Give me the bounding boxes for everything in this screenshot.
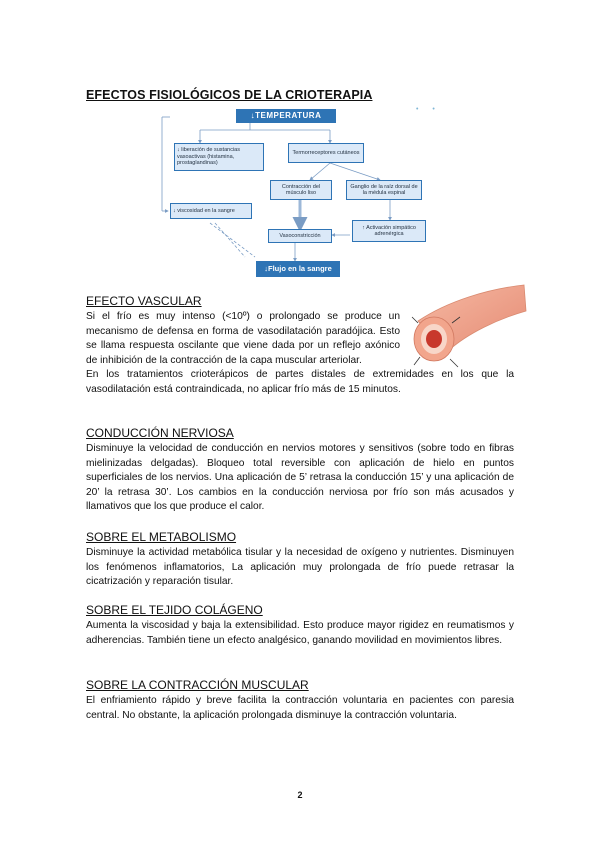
section-heading: EFECTO VASCULAR <box>86 294 202 308</box>
box-termorreceptores: Termorreceptores cutáneos <box>288 143 364 163</box>
section-body: Disminuye la actividad metabólica tisular y la necesidad de oxígeno y nutrientes. Disminuyen los fenómenos inflamatorios, La aplicación muy prolongada de frío puede retrasar la cicatrización y reparación tisular. <box>86 547 514 588</box>
section-heading: SOBRE LA CONTRACCIÓN MUSCULAR <box>86 678 309 692</box>
section-contraccion <box>86 678 514 723</box>
box-flujo: ↓Flujo en la sangre <box>256 261 340 277</box>
decorative-dots: • • <box>416 106 441 113</box>
section-colageno <box>86 603 514 648</box>
blood-vessel-illustration <box>408 281 528 381</box>
page-number: 2 <box>297 790 303 800</box>
section-metabolismo <box>86 530 514 590</box>
section-body: Si el frío es muy intenso (<10º) o prolongado se produce un mecanismo de defensa en forma de vasodilatación paradójica. Esto se llama respuesta oscilante que viene dada por un reflejo axónico de inhibición de la contracción de la capa muscular arteriolar. <box>86 311 400 366</box>
box-activacion: ↑ Activación simpático adrenérgica <box>352 220 426 242</box>
box-liberacion: ↓ liberación de sustancias vasoactivas (histamina, prostaglandinas) <box>174 143 264 171</box>
page-title: EFECTOS FISIOLÓGICOS DE LA CRIOTERAPIA <box>86 88 373 102</box>
box-ganglio: Ganglio de la raíz dorsal de la médula espinal <box>346 180 422 200</box>
box-viscosidad: ↓ viscosidad en la sangre <box>170 203 252 219</box>
section-body-continued: En los tratamientos crioterápicos de partes distales de extremidades en los que la vasodilatación está contraindicada, no aplicar frío más de 15 minutos. <box>86 369 514 395</box>
section-body: Disminuye la velocidad de conducción en nervios motores y sensitivos (sobre todo en fibras mielinizadas delgadas). Bloqueo total reversible con aplicación de hielo en puntos superficiales de los nervios. Una aplicación de 5’ retrasa la conducción 15’ y una aplicación de 20’ la retrasa 30’. Los cambios en la conducción nerviosa por frío son más acusados y llamativos que los que produce el calor. <box>86 443 514 513</box>
box-contraccion: Contracción del músculo liso <box>270 180 332 200</box>
section-conduccion <box>86 426 514 515</box>
box-temperatura: ↓TEMPERATURA <box>236 109 336 123</box>
flow-diagram <box>150 105 450 285</box>
section-heading: SOBRE EL METABOLISMO <box>86 530 237 544</box>
section-body: El enfriamiento rápido y breve facilita la contracción voluntaria en pacientes con paresia central. No obstante, la aplicación prolongada disminuye la contracción voluntaria. <box>86 695 514 721</box>
section-heading: CONDUCCIÓN NERVIOSA <box>86 426 234 440</box>
section-body: Aumenta la viscosidad y baja la extensibilidad. Esto produce mayor rigidez en reumatismos y adherencias. También tiene un efecto analgésico, ganando movilidad en movimientos libres. <box>86 620 514 646</box>
box-vasoconstriccion: Vasoconstricción <box>268 229 332 243</box>
section-heading: SOBRE EL TEJIDO COLÁGENO <box>86 603 263 617</box>
